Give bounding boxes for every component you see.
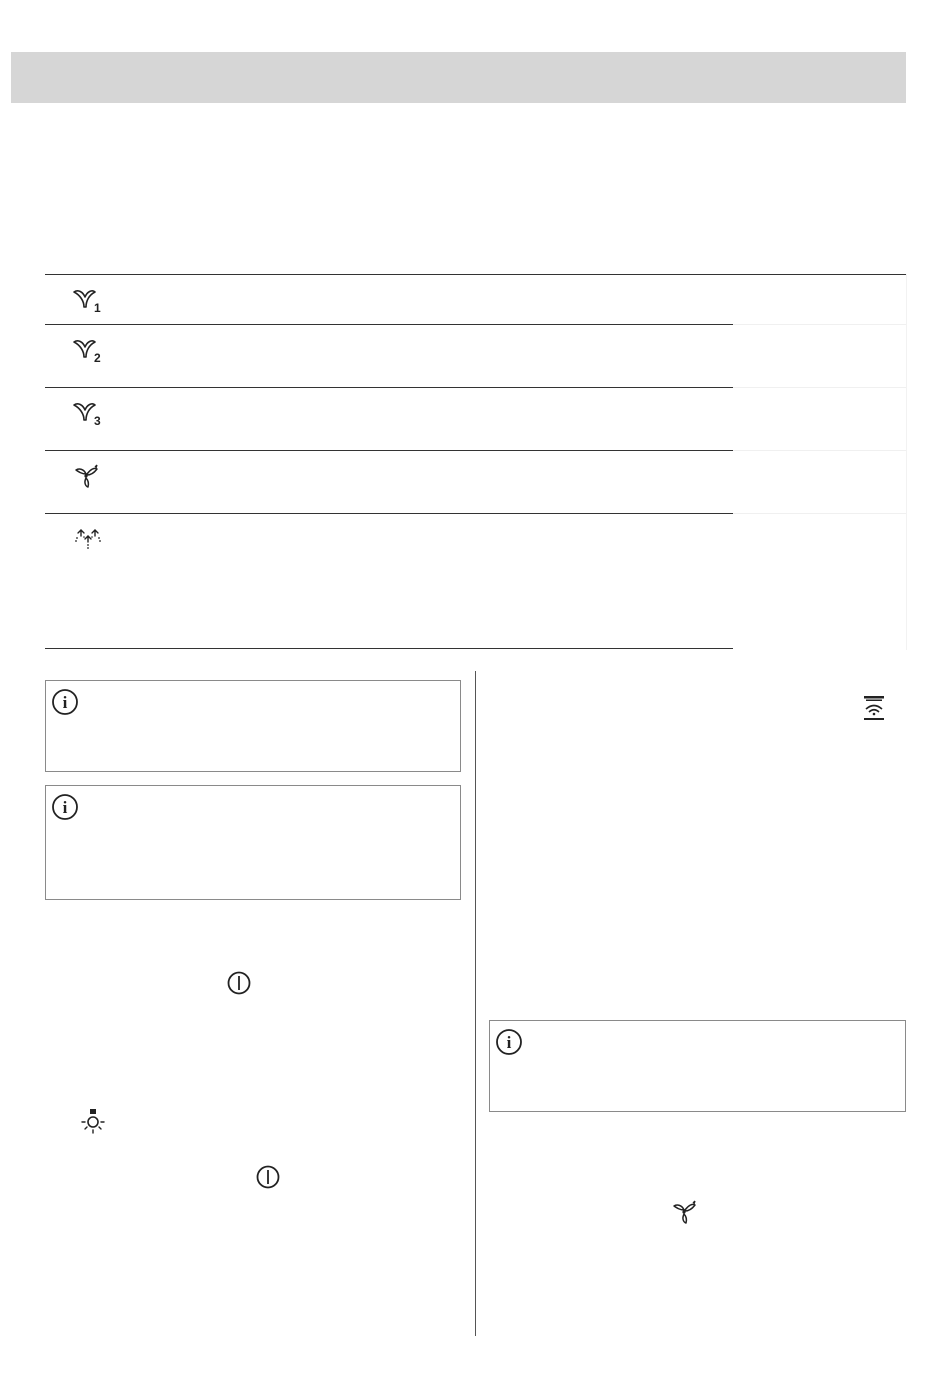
table-row-speed-1: [45, 275, 733, 325]
fan-speed-2-label: 2: [94, 351, 101, 365]
fan-speed-3-label: 3: [94, 414, 101, 428]
table-row-speed-3: [45, 388, 733, 451]
fan-intensive-icon: [71, 459, 107, 491]
row-extension: [733, 450, 906, 451]
light-icon: [80, 1108, 106, 1136]
info-icon: [51, 793, 79, 821]
info-icon: [495, 1028, 523, 1056]
header-band: [11, 52, 906, 103]
row-extension: [733, 513, 906, 514]
fan-speed-1-icon: [71, 283, 107, 315]
table-row-intensive: [45, 451, 733, 514]
power-icon: [255, 1164, 281, 1190]
row-extension: [733, 324, 906, 325]
fan-speed-table: [45, 274, 907, 650]
info-note-box: [45, 680, 461, 772]
table-row-speed-2: [45, 325, 733, 388]
fan-intensive-icon: [670, 1196, 700, 1226]
svg-text:i: i: [62, 693, 68, 712]
column-divider: [475, 671, 476, 1336]
fan-speed-1-label: 1: [94, 301, 101, 315]
svg-text:i: i: [506, 1033, 512, 1052]
fan-speed-3-icon: [71, 396, 107, 428]
fan-speed-2-icon: [71, 333, 107, 365]
power-icon: [226, 970, 252, 996]
svg-text:i: i: [62, 798, 68, 817]
table-row-breeze: [45, 514, 733, 649]
hob-to-hood-icon: [861, 695, 887, 721]
row-extension: [733, 387, 906, 388]
info-note-box: [489, 1020, 906, 1112]
info-icon: [51, 688, 79, 716]
info-note-box: [45, 785, 461, 900]
table-right-rule: [906, 274, 907, 650]
breeze-icon: [71, 522, 107, 554]
